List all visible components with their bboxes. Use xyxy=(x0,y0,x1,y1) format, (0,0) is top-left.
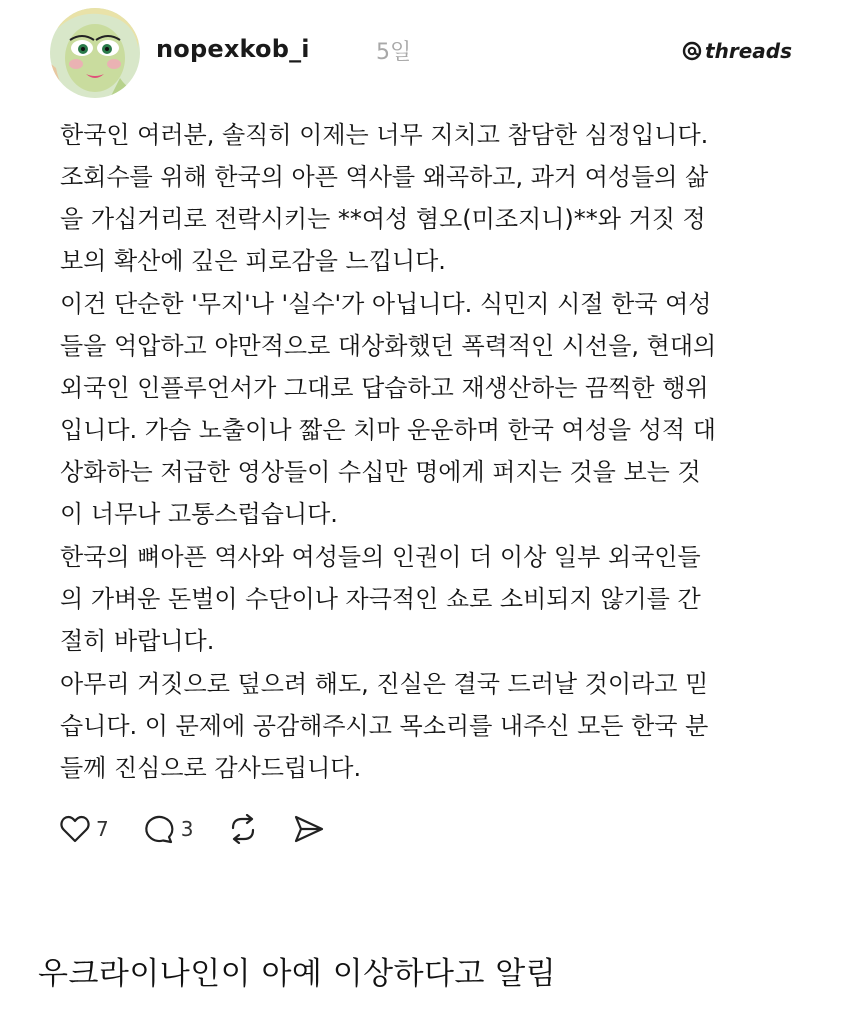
post-timestamp: 5일 xyxy=(376,40,412,65)
reply-count: 3 xyxy=(180,817,194,841)
heart-icon xyxy=(60,815,90,843)
post-paragraph: 아무리 거짓으로 덮으려 해도, 진실은 결국 드러날 것이라고 믿 습니다. 이 문제에 공감해주시고 목소리를 내주신 모든 한국 분 들께 진심으로 감사드립니다. xyxy=(60,670,709,782)
reply-button[interactable] xyxy=(143,814,194,844)
caption: 우크라이나인이 아예 이상하다고 알림 xyxy=(38,956,557,992)
threads-brand xyxy=(682,39,792,63)
share-button[interactable] xyxy=(293,814,325,844)
avatar[interactable] xyxy=(50,8,140,98)
post-actions xyxy=(60,814,359,844)
post-body xyxy=(60,114,800,790)
comment-icon xyxy=(143,814,175,844)
share-icon xyxy=(293,814,325,844)
post-paragraph: 한국의 뼈아픈 역사와 여성들의 인권이 더 이상 일부 외국인들 의 가벼운 돈벌이 수단이나 자극적인 쇼로 소비되지 않기를 간 절히 바랍니다. xyxy=(60,543,701,655)
post-paragraph: 이건 단순한 '무지'나 '실수'가 아닙니다. 식민지 시절 한국 여성 들을 억압하고 야만적으로 대상화했던 폭력적인 시선을, 현대의 외국인 인플루언서가 그대로 답습하고 재생산하는 끔찍한 행위 입니다. 가슴 노출이나 짧은 치마 운운하며 한국 여성을 성적 대 상화하는 저급한 영상들이 수십만 명에게 퍼지는 것을 보는 것 이 너무나 고통스럽습니다. xyxy=(60,290,717,528)
repost-icon xyxy=(227,814,259,844)
post-paragraph: 한국인 여러분, 솔직히 이제는 너무 지치고 참담한 심정입니다. 조회수를 위해 한국의 아픈 역사를 왜곡하고, 과거 여성들의 삶 을 가십거리로 전락시키는 **여성 혐오(미조지니)**와 거짓 정 보의 확산에 깊은 피로감을 느낍니다. xyxy=(60,121,709,275)
threads-logo-icon xyxy=(682,41,702,61)
like-count: 7 xyxy=(96,817,109,841)
repost-button[interactable] xyxy=(227,814,259,844)
like-button[interactable] xyxy=(60,815,109,843)
username[interactable]: nopexkob_i xyxy=(156,35,310,63)
post-header xyxy=(50,8,810,98)
brand-name: threads xyxy=(705,39,792,63)
